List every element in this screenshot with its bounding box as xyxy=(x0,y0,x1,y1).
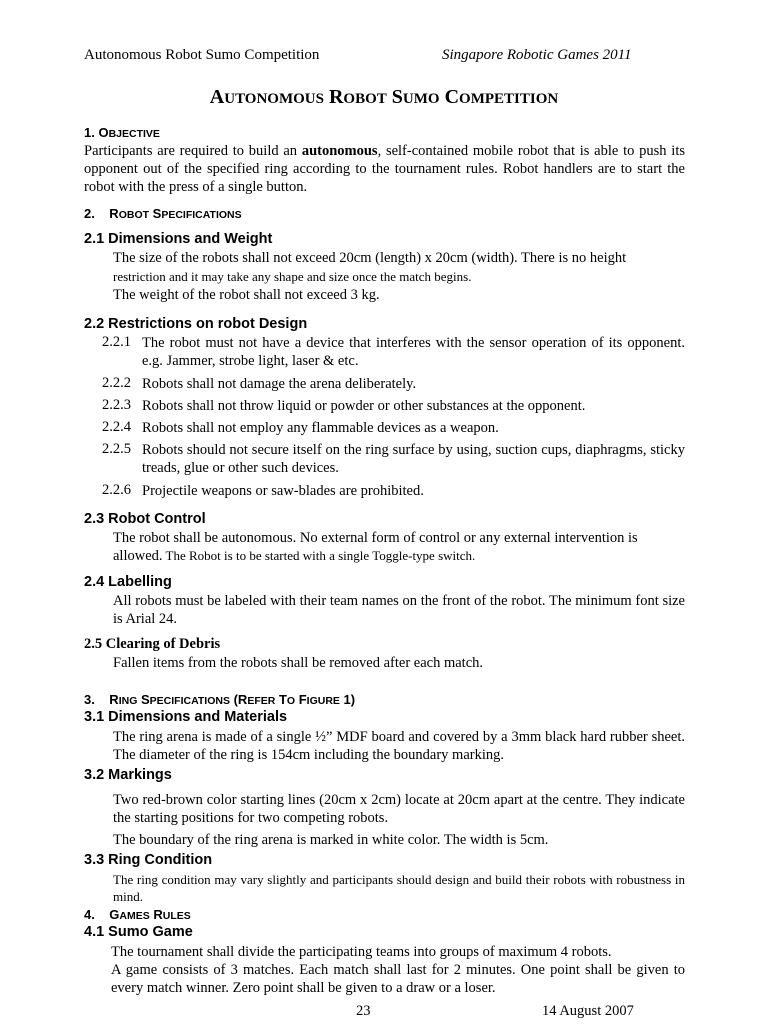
item-2-2-5-text: Robots should not secure itself on the ring surface by using, suction cups, diaphragms, sticky treads, glue or other such devices. xyxy=(142,442,685,476)
item-2-2-3-number: 2.2.3 xyxy=(102,397,131,413)
item-2-2-2-text: Robots shall not damage the arena deliberately. xyxy=(142,376,417,392)
section-2-1-heading: 2.1 Dimensions and Weight xyxy=(84,231,273,247)
running-header-left: Autonomous Robot Sumo Competition xyxy=(84,47,320,63)
section-3-3-heading: 3.3 Ring Condition xyxy=(84,852,213,868)
item-2-2-1-number: 2.2.1 xyxy=(102,334,131,350)
item-2-2-6-text: Projectile weapons or saw-blades are prohibited. xyxy=(142,483,424,499)
section-2-1-line-3: The weight of the robot shall not exceed 3 kg. xyxy=(113,287,380,303)
section-4-1-paragraph-1: The tournament shall divide the participating teams into groups of maximum 4 robots. xyxy=(111,944,612,960)
section-3-1-heading: 3.1 Dimensions and Materials xyxy=(84,709,288,725)
section-2-1-line-1: The size of the robots shall not exceed 20cm (length) x 20cm (width). There is no height xyxy=(113,250,627,266)
section-2-4-paragraph: All robots must be labeled with their team names on the front of the robot. The minimum font size is Arial 24. xyxy=(113,593,685,627)
section-2-5-heading: 2.5 Clearing of Debris xyxy=(84,636,221,652)
section-2-4-heading: 2.4 Labelling xyxy=(84,574,172,590)
item-2-2-6-number: 2.2.6 xyxy=(102,482,131,498)
document-title: AUTONOMOUS ROBOT SUMO COMPETITION xyxy=(209,86,559,108)
item-2-2-4-number: 2.2.4 xyxy=(102,419,131,435)
section-4-1-paragraph-2: A game consists of 3 matches. Each match shall last for 2 minutes. One point shall be given to every match winner. Zero point shall be given to a draw or a loser. xyxy=(111,962,685,996)
section-2-3-line-1: The robot shall be autonomous. No external form of control or any external intervention is xyxy=(113,530,638,546)
section-1-heading: 1. OBJECTIVE xyxy=(84,125,160,140)
section-1-paragraph: Participants are required to build an autonomous, self-contained mobile robot that is able to push its opponent out of the specified ring according to the tournament rules. Robot handlers are to start the robot with the press of a single button. xyxy=(84,143,685,195)
section-3-1-paragraph: The ring arena is made of a single ½” MDF board and covered by a 3mm black hard rubber sheet. The diameter of the ring is 154cm including the boundary marking. xyxy=(113,729,685,763)
section-2-2-heading: 2.2 Restrictions on robot Design xyxy=(84,316,308,332)
running-header-right: Singapore Robotic Games 2011 xyxy=(442,47,632,63)
section-3-2-paragraph-1: Two red-brown color starting lines (20cm x 2cm) locate at 20cm apart at the centre. They indicate the starting positions for two competing robots. xyxy=(113,792,685,826)
section-3-3-paragraph: The ring condition may vary slightly and participants should design and build their robots with robustness in mind. xyxy=(113,872,685,904)
section-2-3-line-2: allowed. The Robot is to be started with a single Toggle-type switch. xyxy=(113,548,476,564)
section-2-1-line-2: restriction and it may take any shape and size once the match begins. xyxy=(113,269,472,284)
section-2-heading: 2. ROBOT SPECIFICATIONS xyxy=(84,206,242,221)
item-2-2-1-text: The robot must not have a device that interferes with the sensor operation of its opponent. e.g. Jammer, strobe light, laser & etc. xyxy=(142,335,685,369)
item-2-2-2-number: 2.2.2 xyxy=(102,375,131,391)
section-4-1-heading: 4.1 Sumo Game xyxy=(84,924,193,940)
page-number: 23 xyxy=(356,1003,371,1019)
section-3-heading: 3. RING SPECIFICATIONS (REFER TO FIGURE 1) xyxy=(84,692,356,707)
item-2-2-3-text: Robots shall not throw liquid or powder or other substances at the opponent. xyxy=(142,398,586,414)
section-2-5-paragraph: Fallen items from the robots shall be removed after each match. xyxy=(113,655,484,671)
section-4-heading: 4. GAMES RULES xyxy=(84,907,191,922)
section-2-3-heading: 2.3 Robot Control xyxy=(84,511,206,527)
item-2-2-4-text: Robots shall not employ any flammable devices as a weapon. xyxy=(142,420,499,436)
item-2-2-5-number: 2.2.5 xyxy=(102,441,131,457)
section-3-2-paragraph-2: The boundary of the ring arena is marked in white color. The width is 5cm. xyxy=(113,832,549,848)
footer-date: 14 August 2007 xyxy=(542,1003,634,1019)
section-3-2-heading: 3.2 Markings xyxy=(84,767,172,783)
